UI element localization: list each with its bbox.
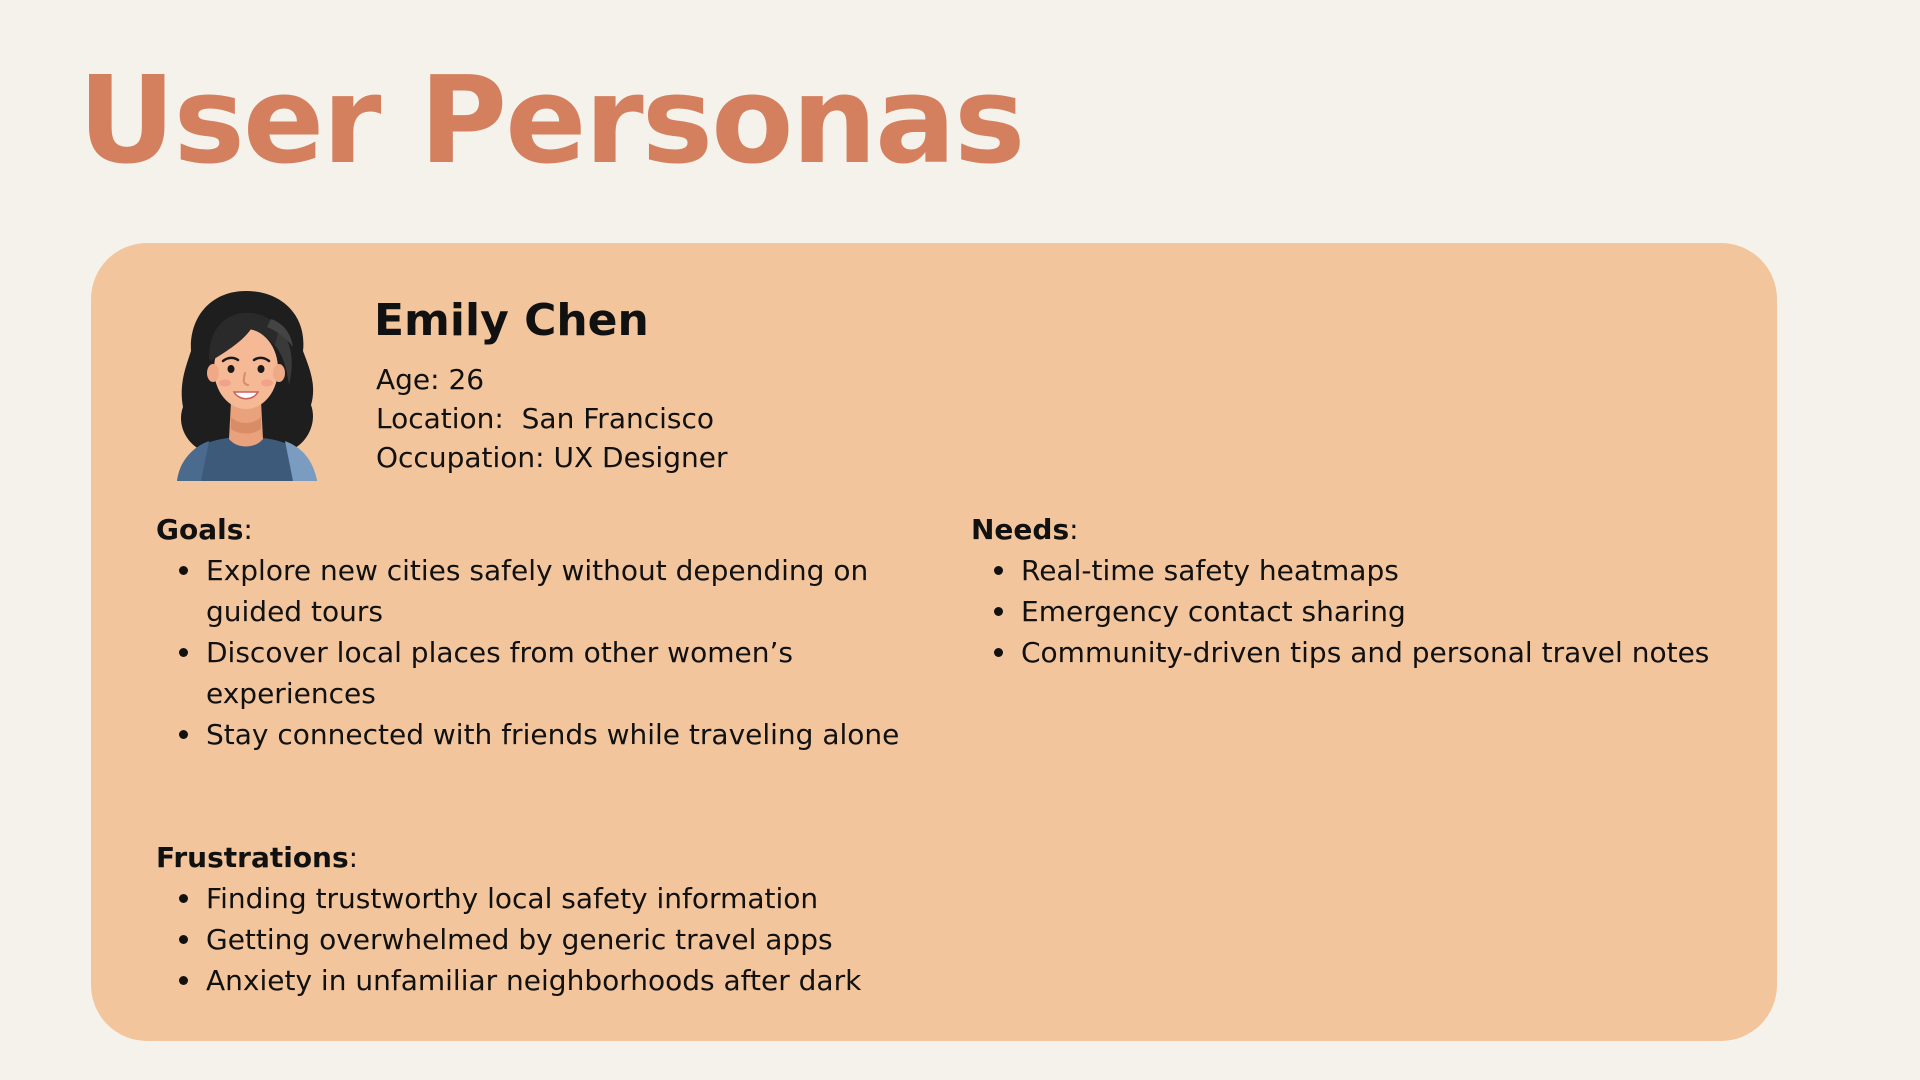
list-item: Finding trustworthy local safety information xyxy=(206,878,916,919)
frustrations-heading: Frustrations: xyxy=(156,841,359,874)
list-item: Community-driven tips and personal travel notes xyxy=(1021,632,1751,673)
goals-heading: Goals: xyxy=(156,513,253,546)
persona-location: Location: San Francisco xyxy=(376,402,715,435)
needs-heading: Needs: xyxy=(971,513,1079,546)
list-item: Explore new cities safely without depending on guided tours xyxy=(206,550,916,632)
list-item: Discover local places from other women’s experiences xyxy=(206,632,916,714)
page-title: User Personas xyxy=(78,52,1024,191)
frustrations-section xyxy=(156,837,916,1001)
goals-section xyxy=(156,509,916,755)
needs-section xyxy=(971,509,1751,673)
persona-details xyxy=(376,360,727,477)
persona-card xyxy=(91,243,1777,1041)
needs-list xyxy=(971,550,1751,673)
persona-name: Emily Chen xyxy=(374,295,649,346)
frustrations-list xyxy=(156,878,916,1001)
frustrations-heading-text: Frustrations xyxy=(156,841,349,874)
persona-age: Age: 26 xyxy=(376,363,485,396)
list-item: Emergency contact sharing xyxy=(1021,591,1751,632)
list-item: Getting overwhelmed by generic travel apps xyxy=(206,919,916,960)
list-item: Real-time safety heatmaps xyxy=(1021,550,1751,591)
needs-heading-text: Needs xyxy=(971,513,1070,546)
goals-heading-text: Goals xyxy=(156,513,244,546)
list-item: Stay connected with friends while traveling alone xyxy=(206,714,916,755)
list-item: Anxiety in unfamiliar neighborhoods after dark xyxy=(206,960,916,1001)
goals-list xyxy=(156,550,916,755)
persona-occupation: Occupation: UX Designer xyxy=(376,441,728,474)
woman-avatar-icon xyxy=(171,289,321,481)
